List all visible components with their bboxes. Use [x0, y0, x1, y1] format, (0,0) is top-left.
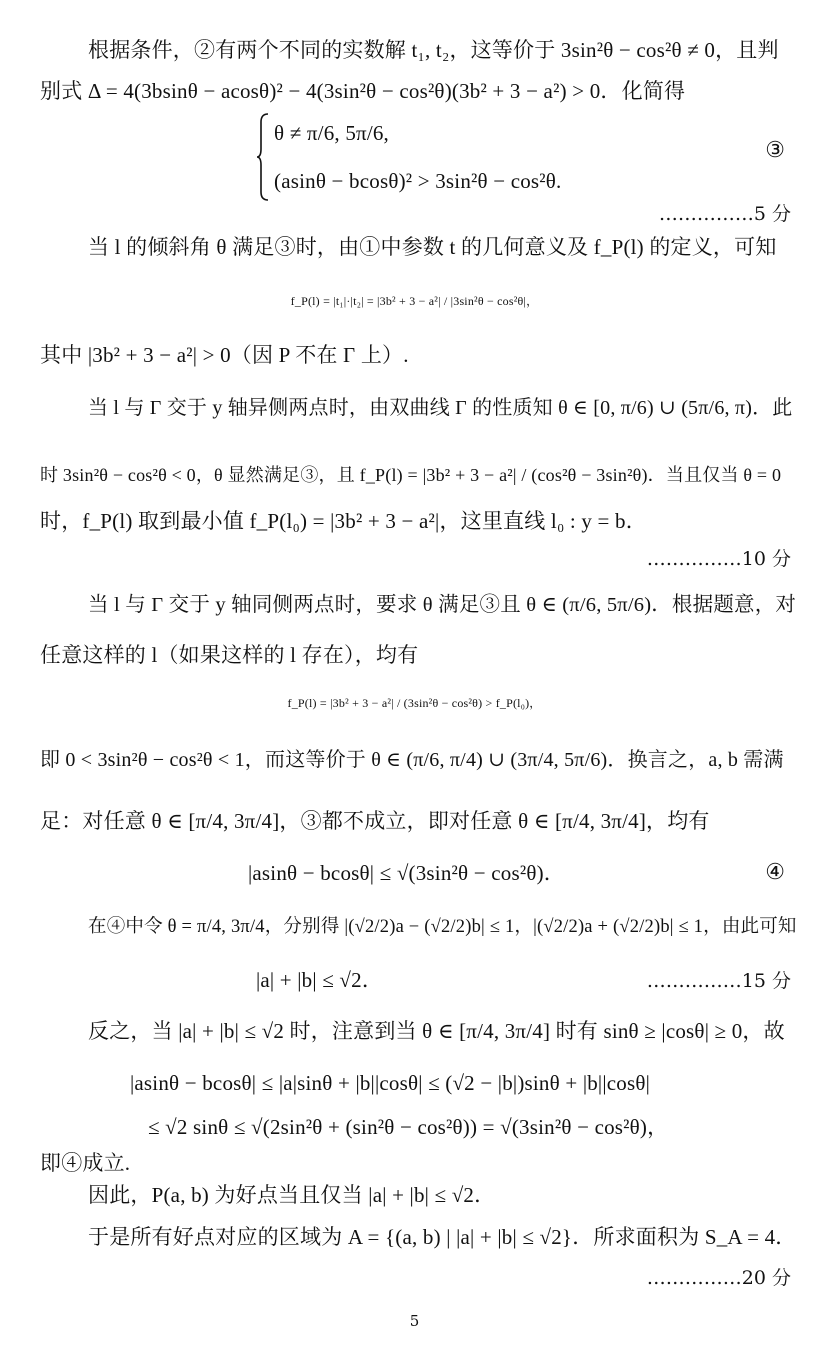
condition-line-1: θ ≠ π/6, 5π/6, — [274, 121, 390, 145]
formula-line: |a| + |b| ≤ √2． — [256, 968, 384, 992]
score-marker: ……………10 分 — [646, 548, 791, 570]
text-line: 时 3sin²θ − cos²θ < 0，θ 显然满足③，且 f_P(l) = |3b² + 3 − a²| / (cos²θ − 3sin²θ)．当且仅当 θ = 0 — [40, 465, 782, 485]
text-line: 当 l 与 Γ 交于 y 轴异侧两点时，由双曲线 Γ 的性质知 θ ∈ [0, π/6) ∪ (5π/6, π)．此 — [88, 397, 793, 419]
page-number: 5 — [409, 1312, 420, 1330]
text-line: 当 l 与 Γ 交于 y 轴同侧两点时，要求 θ 满足③且 θ ∈ (π/6, 5π/6)．根据题意，对 — [88, 594, 797, 616]
text-line: 反之，当 |a| + |b| ≤ √2 时，注意到当 θ ∈ [π/4, 3π/4] 时有 sinθ ≥ |cosθ| ≥ 0，故 — [88, 1019, 785, 1043]
text-line: 于是所有好点对应的区域为 A = {(a, b) | |a| + |b| ≤ √2}．所求面积为 S_A = 4． — [88, 1225, 797, 1249]
text-line: 足：对任意 θ ∈ [π/4, 3π/4]，③都不成立，即对任意 θ ∈ [π/4, 3π/4]，均有 — [40, 809, 710, 833]
text-line: 在④中令 θ = π/4, 3π/4，分别得 |(√2/2)a − (√2/2)b| ≤ 1，|(√2/2)a + (√2/2)b| ≤ 1，由此可知 — [88, 917, 797, 937]
score-marker: ……………5 分 — [658, 203, 791, 225]
text-line: 因此，P(a, b) 为好点当且仅当 |a| + |b| ≤ √2． — [88, 1183, 496, 1207]
left-brace-icon — [256, 112, 270, 202]
equation-tag: ④ — [765, 860, 785, 885]
text-line: 别式 Δ = 4(3bsinθ − acosθ)² − 4(3sin²θ − cos²θ)(3b² + 3 − a²) > 0．化简得 — [40, 79, 686, 103]
text-line: 其中 |3b² + 3 − a²| > 0（因 P 不在 Γ 上）. — [40, 343, 409, 367]
text-line: 根据条件，②有两个不同的实数解 t₁, t₂，这等价于 3sin²θ − cos²θ ≠ 0，且判 — [88, 38, 779, 62]
formula-line: f_P(l) = |3b² + 3 − a²| / (3sin²θ − cos²θ) > f_P(l₀)， — [287, 696, 542, 710]
text-line: 任意这样的 l（如果这样的 l 存在），均有 — [40, 643, 419, 667]
text-line: 即 0 < 3sin²θ − cos²θ < 1，而这等价于 θ ∈ (π/6, π/4) ∪ (3π/4, 5π/6)．换言之，a, b 需满 — [40, 749, 784, 771]
equation-tag: ③ — [765, 138, 785, 163]
text-line: 时，f_P(l) 取到最小值 f_P(l₀) = |3b² + 3 − a²|，这里直线 l₀ : y = b． — [40, 509, 647, 533]
formula-line: ≤ √2 sinθ ≤ √(2sin²θ + (sin²θ − cos²θ)) = √(3sin²θ − cos²θ)， — [148, 1115, 669, 1139]
formula-line: |asinθ − bcosθ| ≤ |a|sinθ + |b||cosθ| ≤ (√2 − |b|)sinθ + |b||cosθ| — [130, 1071, 650, 1095]
formula-line: f_P(l) = |t₁|·|t₂| = |3b² + 3 − a²| / |3sin²θ − cos²θ|， — [290, 294, 539, 308]
formula-line: |asinθ − bcosθ| ≤ √(3sin²θ − cos²θ)． — [248, 861, 565, 885]
text-line: 当 l 的倾斜角 θ 满足③时，由①中参数 t 的几何意义及 f_P(l) 的定义，可知 — [88, 235, 777, 259]
score-marker: ……………20 分 — [646, 1267, 791, 1289]
score-marker: ……………15 分 — [646, 970, 791, 992]
condition-line-2: (asinθ − bcosθ)² > 3sin²θ − cos²θ. — [274, 169, 562, 193]
text-line: 即④成立. — [40, 1151, 131, 1175]
